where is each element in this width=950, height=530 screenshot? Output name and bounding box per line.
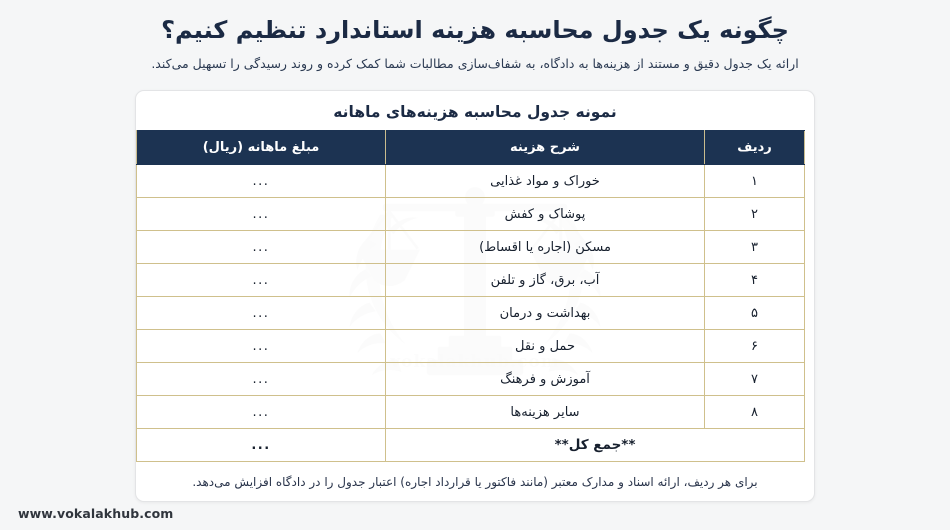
cell-total-label: **جمع کل** [386, 429, 805, 462]
cell-radif: ۵ [705, 297, 805, 330]
table-row [137, 165, 805, 198]
cell-sharh: آموزش و فرهنگ [386, 363, 705, 396]
cell-sharh: خوراک و مواد غذایی [386, 165, 705, 198]
table-footnote: برای هر ردیف، ارائه اسناد و مدارک معتبر (مانند فاکتور یا قرارداد اجاره) اعتبار جدول را در دادگاه افزایش می‌دهد. [192, 475, 758, 490]
cell-total-amount: ... [137, 429, 386, 462]
expense-table-card [135, 90, 815, 502]
cell-sharh: پوشاک و کفش [386, 198, 705, 231]
cell-radif: ۷ [705, 363, 805, 396]
cell-mablagh: ... [137, 297, 386, 330]
table-total-row [137, 429, 805, 462]
page-title: چگونه یک جدول محاسبه هزینه استاندارد تنظیم کنیم؟ [161, 16, 789, 44]
cell-radif: ۳ [705, 231, 805, 264]
cell-mablagh: ... [137, 231, 386, 264]
table-row [137, 198, 805, 231]
cell-radif: ۶ [705, 330, 805, 363]
table-row [137, 330, 805, 363]
cell-sharh: آب، برق، گاز و تلفن [386, 264, 705, 297]
table-header-row [137, 131, 805, 165]
cell-mablagh: ... [137, 330, 386, 363]
table-body [137, 165, 805, 462]
cell-sharh: سایر هزینه‌ها [386, 396, 705, 429]
cell-mablagh: ... [137, 264, 386, 297]
cell-mablagh: ... [137, 165, 386, 198]
column-header-radif: ردیف [705, 131, 805, 165]
expense-table [136, 130, 805, 462]
table-row [137, 396, 805, 429]
cell-radif: ۸ [705, 396, 805, 429]
cell-mablagh: ... [137, 198, 386, 231]
cell-sharh: مسکن (اجاره یا اقساط) [386, 231, 705, 264]
cell-sharh: حمل و نقل [386, 330, 705, 363]
cell-mablagh: ... [137, 363, 386, 396]
cell-sharh: بهداشت و درمان [386, 297, 705, 330]
column-header-sharh: شرح هزینه [386, 131, 705, 165]
page-subtitle: ارائه یک جدول دقیق و مستند از هزینه‌ها به دادگاه، به شفاف‌سازی مطالبات شما کمک کرده و روند رسیدگی را تسهیل می‌کند. [151, 56, 799, 72]
table-row [137, 264, 805, 297]
table-row [137, 231, 805, 264]
table-header [137, 131, 805, 165]
cell-radif: ۱ [705, 165, 805, 198]
cell-mablagh: ... [137, 396, 386, 429]
cell-radif: ۴ [705, 264, 805, 297]
table-row [137, 297, 805, 330]
site-url: www.vokalakhub.com [18, 506, 174, 521]
table-row [137, 363, 805, 396]
cell-radif: ۲ [705, 198, 805, 231]
column-header-mablagh: مبلغ ماهانه (ریال) [137, 131, 386, 165]
table-title: نمونه جدول محاسبه هزینه‌های ماهانه [333, 103, 617, 122]
